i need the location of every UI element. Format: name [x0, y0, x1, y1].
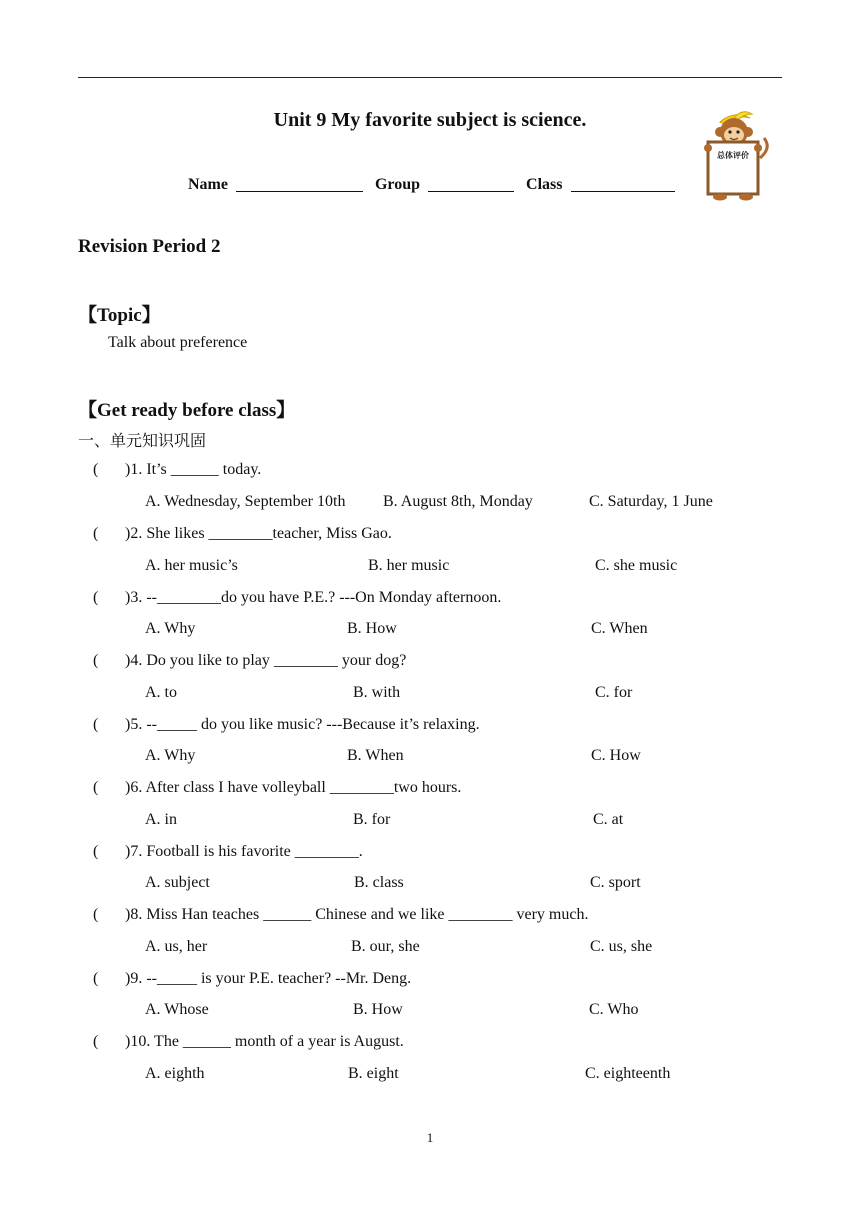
option-c: C. Saturday, 1 June	[589, 493, 713, 510]
option-a: A. Why	[145, 620, 196, 637]
option-a: A. Whose	[145, 1001, 209, 1018]
option-b: B. our, she	[351, 938, 420, 955]
option-c: C. us, she	[590, 938, 653, 955]
option-b: B. August 8th, Monday	[383, 493, 533, 510]
answer-blank[interactable]: (	[93, 1033, 99, 1050]
monkey-evaluation-icon	[698, 108, 770, 202]
answer-blank[interactable]: (	[93, 843, 99, 860]
question-stem: ( )5. --_____ do you like music? ---Because it’s relaxing.	[93, 716, 480, 733]
question-stem: ( )4. Do you like to play ________ your dog?	[93, 652, 407, 669]
question-stem: ( )7. Football is his favorite ________.	[93, 843, 363, 860]
option-c: C. eighteenth	[585, 1065, 671, 1082]
option-a: A. Why	[145, 747, 196, 764]
question-stem: ( )9. --_____ is your P.E. teacher? --Mr. Deng.	[93, 970, 412, 987]
question-stem: ( )2. She likes ________teacher, Miss Gao.	[93, 525, 392, 542]
option-c: C. sport	[590, 874, 641, 891]
option-c: C. Who	[589, 1001, 639, 1018]
answer-blank[interactable]: (	[93, 779, 99, 796]
option-b: B. for	[353, 811, 391, 828]
answer-blank[interactable]: (	[93, 970, 99, 987]
question-stem: ( )8. Miss Han teaches ______ Chinese and we like ________ very much.	[93, 906, 589, 923]
option-b: B. class	[354, 874, 404, 891]
option-a: A. Wednesday, September 10th	[145, 493, 346, 510]
question-stem: ( )3. --________do you have P.E.? ---On Monday afternoon.	[93, 589, 502, 606]
badge-text: 总体评价	[717, 151, 749, 160]
option-b: B. How	[353, 1001, 403, 1018]
option-c: C. she music	[595, 557, 678, 574]
option-a: A. subject	[145, 874, 210, 891]
group-blank[interactable]	[428, 175, 514, 192]
answer-blank[interactable]: (	[93, 716, 99, 733]
option-c: C. at	[593, 811, 624, 828]
name-blank[interactable]	[236, 175, 363, 192]
option-a: A. to	[145, 684, 177, 701]
answer-blank[interactable]: (	[93, 525, 99, 542]
option-b: B. with	[353, 684, 401, 701]
option-b: B. When	[347, 747, 404, 764]
group-label: Group	[374, 176, 421, 193]
option-c: C. for	[595, 684, 633, 701]
part-heading: 一、单元知识巩固	[78, 431, 207, 450]
page-number: 1	[426, 1130, 434, 1145]
option-b: B. her music	[368, 557, 450, 574]
document-title: Unit 9 My favorite subject is science.	[273, 109, 587, 131]
option-c: C. How	[591, 747, 641, 764]
class-blank[interactable]	[571, 175, 675, 192]
topic-text: Talk about preference	[108, 334, 248, 351]
top-rule	[78, 77, 782, 78]
student-info-row	[188, 175, 683, 194]
question-stem: ( )10. The ______ month of a year is August.	[93, 1033, 404, 1050]
option-b: B. eight	[348, 1065, 399, 1082]
topic-heading: 【Topic】	[78, 305, 161, 326]
question-stem: ( )1. It’s ______ today.	[93, 461, 262, 478]
ready-heading: 【Get ready before class】	[78, 400, 296, 421]
option-a: A. her music’s	[145, 557, 238, 574]
option-c: C. When	[591, 620, 648, 637]
option-a: A. eighth	[145, 1065, 205, 1082]
question-stem: ( )6. After class I have volleyball ________two hours.	[93, 779, 462, 796]
answer-blank[interactable]: (	[93, 906, 99, 923]
class-label: Class	[526, 176, 563, 193]
answer-blank[interactable]: (	[93, 461, 99, 478]
option-b: B. How	[347, 620, 397, 637]
period-heading: Revision Period 2	[78, 236, 221, 257]
name-label: Name	[188, 176, 228, 193]
answer-blank[interactable]: (	[93, 652, 99, 669]
option-a: A. us, her	[145, 938, 208, 955]
option-a: A. in	[145, 811, 177, 828]
answer-blank[interactable]: (	[93, 589, 99, 606]
